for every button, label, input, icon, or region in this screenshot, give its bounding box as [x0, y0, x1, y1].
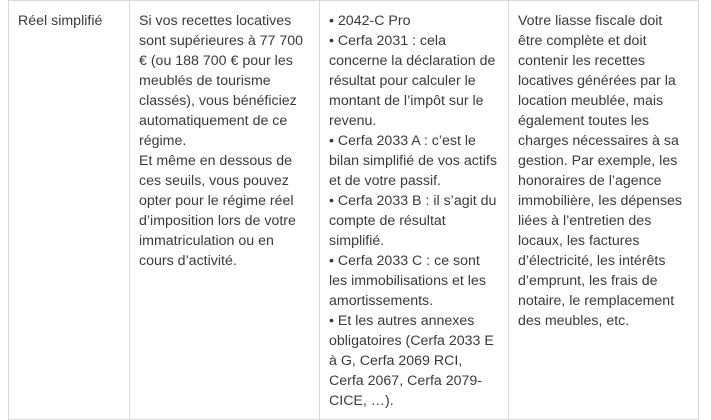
tax-regime-table [8, 0, 699, 420]
forms-cell [320, 1, 509, 420]
form-item-2033b: • Cerfa 2033 B : il s’agit du compte de résultat simplifié. [329, 193, 497, 249]
notes-cell [509, 1, 699, 420]
form-item-annexes: • Et les autres annexes obligatoires (Cerfa 2033 E à G, Cerfa 2069 RCI, Cerfa 2067, Cerfa 2079-CICE, …). [329, 313, 494, 409]
conditions-paragraph-1: Si vos recettes locatives sont supérieures à 77 700 € (ou 188 700 € pour les meublés de tourisme classés), vous bénéficiez automatiquement de ce régime. [139, 13, 304, 149]
form-item-2033c: • Cerfa 2033 C : ce sont les immobilisations et les amortissements. [329, 253, 486, 309]
form-item-2033a: • Cerfa 2033 A : c’est le bilan simplifié de vos actifs et de votre passif. [329, 133, 497, 189]
form-item-2042c: • 2042-C Pro [329, 13, 411, 29]
conditions-paragraph-2: Et même en dessous de ces seuils, vous pouvez opter pour le régime réel d’imposition lors de votre immatriculation ou en cours d’activité. [139, 153, 296, 269]
notes-text: Votre liasse fiscale doit être complète et doit contenir les recettes locatives générées par la location meublée, mais également toutes les charges nécessaires à sa gestion. Par exemple, les honoraires de l’agence immobilière, les dépenses liées à l’entretien des locaux, les factures d’électricité, les intérêts d’emprunt, les frais de notaire, le remplacement des meubles, etc. [518, 13, 683, 329]
regime-cell [9, 1, 130, 420]
conditions-cell [130, 1, 320, 420]
form-item-2031: • Cerfa 2031 : cela concerne la déclaration de résultat pour calculer le montant de l’impôt sur le revenu. [329, 33, 496, 129]
regime-name: Réel simplifié [18, 13, 103, 29]
table-row [9, 1, 699, 420]
